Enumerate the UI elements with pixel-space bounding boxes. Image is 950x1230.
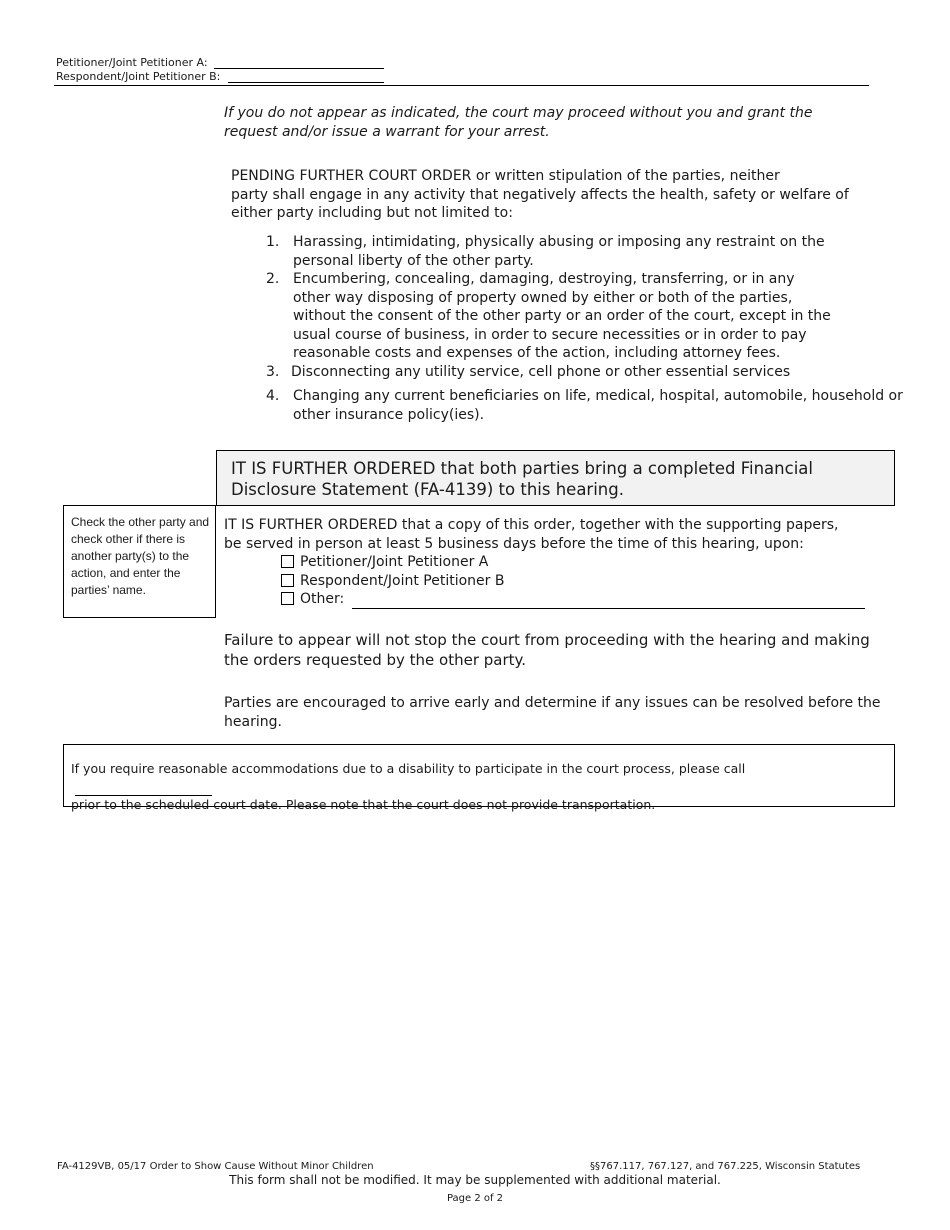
petitioner-label: Petitioner/Joint Petitioner A:	[56, 56, 208, 69]
side-note-box	[63, 505, 216, 618]
item-number: 3.	[266, 363, 280, 380]
option-label: Petitioner/Joint Petitioner A	[300, 554, 489, 570]
accommodation-line: prior to the scheduled court date. Please note that the court does not provide transportation.	[71, 797, 656, 812]
side-note-text: Check the other party and check other if there is another party(s) to the action, and enter the parties’ name.	[71, 515, 210, 597]
prohibited-activities-list	[266, 233, 903, 424]
item-text: Harassing, intimidating, physically abusing or imposing any restraint on the personal liberty of the other party.	[293, 234, 825, 269]
accommodation-box	[63, 744, 895, 812]
item-text: Changing any current beneficiaries on life, medical, hospital, automobile, household or other insurance policy(ies).	[293, 388, 903, 423]
petitioner-checkbox[interactable]	[281, 555, 294, 568]
pending-intro-line: either party including but not limited to:	[231, 205, 513, 221]
financial-disclosure-order	[216, 450, 895, 506]
phone-number-field[interactable]	[75, 781, 212, 796]
service-order	[224, 516, 884, 553]
service-order-line: IT IS FURTHER ORDERED that a copy of this order, together with the supporting papers,	[224, 517, 839, 533]
list-item	[266, 233, 838, 270]
list-item	[266, 387, 913, 424]
service-option-petitioner	[281, 553, 881, 572]
modification-notice: This form shall not be modified. It may be supplemented with additional material.	[229, 1173, 721, 1187]
item-number: 4.	[266, 388, 280, 404]
list-item	[266, 270, 833, 363]
respondent-checkbox[interactable]	[281, 574, 294, 587]
item-number: 1.	[266, 234, 280, 250]
item-text: Disconnecting any utility service, cell phone or other essential services	[291, 363, 791, 380]
financial-order-line: IT IS FURTHER ORDERED that both parties bring a completed Financial	[231, 459, 813, 478]
arrest-warning: If you do not appear as indicated, the court may proceed without you and grant the request and/or issue a warrant for your arrest.	[224, 105, 813, 140]
item-number: 2.	[266, 271, 280, 287]
arrive-early-notice: Parties are encouraged to arrive early and determine if any issues can be resolved before the hearing.	[224, 695, 881, 730]
respondent-label: Respondent/Joint Petitioner B:	[56, 70, 221, 83]
pending-order-intro	[231, 167, 871, 223]
accommodation-text: If you require reasonable accommodations due to a disability to participate in the court process, please call	[71, 761, 746, 776]
form-id: FA-4129VB, 05/17 Order to Show Cause Without Minor Children	[57, 1161, 374, 1172]
pending-intro-line: party shall engage in any activity that negatively affects the health, safety or welfare of	[231, 186, 849, 203]
other-party-name-field[interactable]	[352, 592, 865, 609]
pending-intro-line: PENDING FURTHER COURT ORDER or written stipulation of the parties, neither	[231, 168, 780, 184]
statute-reference: §§767.117, 767.127, and 767.225, Wisconsin Statutes	[590, 1161, 861, 1172]
other-checkbox[interactable]	[281, 592, 294, 605]
respondent-name-field[interactable]	[228, 68, 384, 83]
service-order-line: be served in person at least 5 business days before the time of this hearing, upon:	[224, 535, 804, 552]
option-label: Other:	[300, 591, 345, 607]
header-divider	[54, 85, 869, 86]
list-item	[266, 363, 851, 382]
option-label: Respondent/Joint Petitioner B	[300, 572, 505, 589]
item-text: Encumbering, concealing, damaging, destroying, transferring, or in any other way disposing of property owned by either or both of the parties, without the consent of the other party or an order of the court, except in the usual course of business, in order to secure necessities or in order to pay reasonable costs and expenses of the action, including attorney fees.	[293, 271, 831, 361]
petitioner-name-field[interactable]	[214, 54, 384, 69]
failure-to-appear-notice: Failure to appear will not stop the court from proceeding with the hearing and making the orders requested by the other party.	[224, 631, 870, 669]
page-number: Page 2 of 2	[446, 1193, 504, 1204]
service-option-other	[281, 590, 881, 609]
service-option-respondent	[281, 572, 881, 591]
accommodation-line	[71, 760, 886, 796]
financial-order-line: Disclosure Statement (FA-4139) to this hearing.	[231, 480, 624, 499]
service-options	[281, 553, 881, 609]
